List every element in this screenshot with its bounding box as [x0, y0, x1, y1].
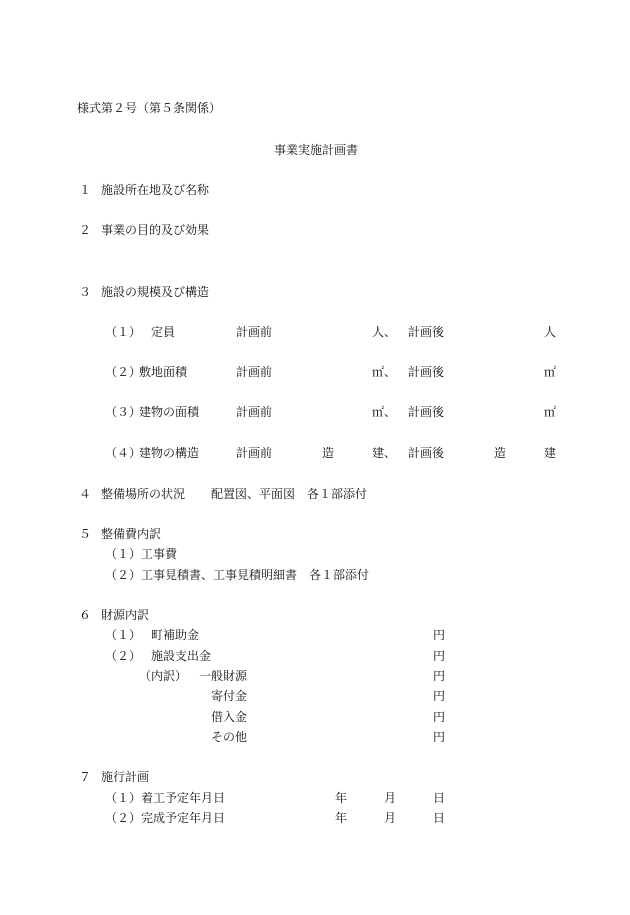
schedule-finish-label: （２）完成予定年月日 [105, 811, 226, 825]
funds-1-label: 町補助金 [151, 628, 200, 642]
funds-breakdown-donation-unit: 円 [433, 689, 446, 703]
funds-breakdown-label: （内訳） [139, 669, 188, 683]
schedule-start-month: 月 [384, 791, 397, 805]
funds-1-number: （１） [105, 628, 142, 642]
scale-row-3-label: 建物の面積 [139, 405, 200, 419]
scale-row-2-number: （２） [105, 365, 142, 379]
item-4-label: 整備場所の状況 [101, 487, 186, 501]
scale-row-1-number: （１） [105, 325, 142, 339]
scale-row-4-floors-after: 建 [544, 446, 557, 460]
funds-breakdown-general-unit: 円 [433, 669, 446, 683]
funds-breakdown-loan: 借入金 [211, 710, 248, 724]
item-4-number: ４ [79, 487, 92, 501]
scale-row-4-before: 計画前 [236, 446, 273, 460]
scale-row-4-number: （４） [105, 446, 142, 460]
scale-row-2-unit-after: ㎡ [544, 365, 557, 379]
scale-row-1-unit-before: 人、 [372, 325, 397, 339]
funds-2-number: （２） [105, 649, 142, 663]
form-number: 様式第２号（第５条関係） [77, 101, 222, 115]
item-7-label: 施行計画 [101, 770, 150, 784]
funds-breakdown-general: 一般財源 [199, 669, 248, 683]
schedule-start-year: 年 [335, 791, 348, 805]
document-title: 事業実施計画書 [274, 143, 359, 157]
schedule-finish-month: 月 [384, 811, 397, 825]
item-2-label: 事業の目的及び効果 [101, 223, 210, 237]
scale-row-3-unit-before: ㎡、 [372, 405, 397, 419]
schedule-finish-day: 日 [433, 811, 446, 825]
scale-row-3-after: 計画後 [408, 405, 445, 419]
funds-breakdown-other: その他 [211, 730, 248, 744]
item-5-label: 整備費内訳 [101, 527, 162, 541]
item-2-number: ２ [79, 223, 92, 237]
schedule-start-day: 日 [433, 791, 446, 805]
item-1-label: 施設所在地及び名称 [101, 183, 210, 197]
funds-breakdown-other-unit: 円 [433, 730, 446, 744]
scale-row-1-before: 計画前 [236, 325, 273, 339]
scale-row-1-unit-after: 人 [544, 325, 557, 339]
funds-breakdown-loan-unit: 円 [433, 710, 446, 724]
scale-row-2-before: 計画前 [236, 365, 273, 379]
item-6-label: 財源内訳 [101, 608, 150, 622]
scale-row-1-after: 計画後 [408, 325, 445, 339]
item-4-attachment: 配置図、平面図 各１部添付 [211, 487, 368, 501]
scale-row-4-structure-after: 造 [494, 446, 507, 460]
scale-row-4-label: 建物の構造 [139, 446, 200, 460]
scale-row-1-label: 定員 [151, 325, 176, 339]
schedule-finish-year: 年 [335, 811, 348, 825]
item-5-number: ５ [79, 527, 92, 541]
cost-sub-2: （２）工事見積書、工事見積明細書 各１部添付 [105, 568, 370, 582]
scale-row-4-floors-before: 建、 [372, 446, 397, 460]
scale-row-3-before: 計画前 [236, 405, 273, 419]
scale-row-2-label: 敷地面積 [139, 365, 188, 379]
item-3-label: 施設の規模及び構造 [101, 285, 210, 299]
item-6-number: ６ [79, 608, 92, 622]
scale-row-4-after: 計画後 [408, 446, 445, 460]
schedule-start-label: （１）着工予定年月日 [105, 791, 226, 805]
funds-2-unit: 円 [433, 649, 446, 663]
item-1-number: １ [79, 183, 92, 197]
item-3-number: ３ [79, 285, 92, 299]
funds-breakdown-donation: 寄付金 [211, 689, 248, 703]
scale-row-3-number: （３） [105, 405, 142, 419]
scale-row-4-structure-before: 造 [322, 446, 335, 460]
scale-row-2-after: 計画後 [408, 365, 445, 379]
item-7-number: ７ [79, 770, 92, 784]
funds-2-label: 施設支出金 [151, 649, 212, 663]
cost-sub-1: （１）工事費 [105, 547, 178, 561]
scale-row-2-unit-before: ㎡、 [372, 365, 397, 379]
funds-1-unit: 円 [433, 628, 446, 642]
scale-row-3-unit-after: ㎡ [544, 405, 557, 419]
